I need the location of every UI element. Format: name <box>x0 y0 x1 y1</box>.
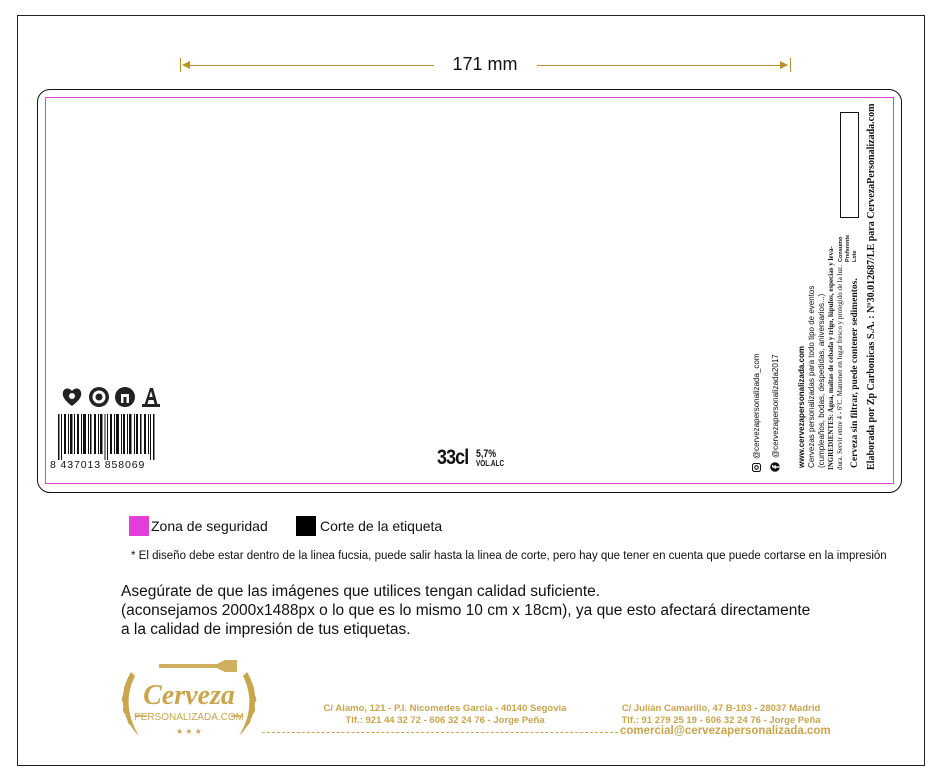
instagram-icon <box>752 463 761 472</box>
advice-line-3: a la calidad de impresión de tus etiquetas. <box>121 621 411 638</box>
cut-line-legend: Corte de la etiqueta <box>320 518 443 534</box>
facebook-handle: @cervezapersonalizada2017 <box>770 354 780 472</box>
segovia-address <box>300 703 590 727</box>
quality-advice <box>121 582 841 639</box>
ingredients-block <box>827 246 845 470</box>
barcode-number: 8 437013 858069 <box>50 459 146 471</box>
segovia-line-2: Tlf.: 921 44 32 72 - 606 32 24 76 - Jorge Peña <box>345 715 545 726</box>
tagline-text: Cervezas personalizadas para todo tipo de eventos <box>807 285 816 468</box>
segovia-line-1: C/ Alamo, 121 - P.I. Nicomedes Garcia - 40140 Segovia <box>323 703 567 714</box>
alcohol-unit: VOL.ALC <box>476 459 505 468</box>
seal-icon <box>88 386 110 408</box>
footer-dotted-line <box>262 732 618 733</box>
producer-text: Elaborada por Zp Carbonicas S.A. : Nº30.012687/LE para CervezaPersonalizada.com <box>866 103 877 470</box>
madrid-line-1: C/ Julián Camarillo, 47 B-103 - 28037 Madrid <box>621 703 821 714</box>
brand-sub-text: PERSONALIZADA.COM <box>133 712 245 723</box>
facebook-icon <box>770 462 780 472</box>
dimension-line-left <box>184 65 434 66</box>
instagram-handle: @cervezapersonalizada_com <box>752 353 761 472</box>
events-text: (cumpleaños, bodas, despedidas, aniversarios...) <box>817 293 826 468</box>
dimension-cap-right <box>790 58 791 72</box>
safety-zone <box>45 97 894 484</box>
website-text: www.cervezapersonalizada.com <box>797 346 806 468</box>
dimension-label: 171 mm <box>452 54 518 74</box>
madrid-line-2: Tlf.: 91 279 25 19 - 606 32 24 76 - Jorge Peña <box>621 715 821 726</box>
alcohol-label <box>476 450 504 468</box>
design-note: * El diseño debe estar dentro de la linea fucsia, puede salir hasta la linea de corte, pero hay que tener en cuenta que puede cortarse en la impresión <box>131 550 887 562</box>
cut-line-swatch <box>296 516 316 536</box>
label-info-block <box>797 286 827 468</box>
dimension-line-right <box>537 65 787 66</box>
advice-line-1: Asegúrate de que las imágenes que utilices tengan calidad suficiente. <box>121 583 601 600</box>
ingredients-line-1: INGREDIENTES: Agua, maltas de cebada y trigo, lúpulos, especias y leva- <box>827 246 835 470</box>
lot-box <box>840 112 859 218</box>
safe-zone-legend: Zona de seguridad <box>151 518 268 534</box>
a-letter-icon <box>140 386 162 408</box>
barcode <box>57 414 155 460</box>
consumo-block: Consumo Preferente Lote <box>838 234 858 262</box>
brand-logo <box>113 652 265 750</box>
alcohol-percent: 5,7% <box>476 448 497 460</box>
contact-email: comercial@cervezapersonalizada.com <box>620 725 831 737</box>
castle-icon <box>114 386 136 408</box>
advice-line-2: (aconsejamos 2000x1488px o lo que es lo mismo 10 cm x 18cm), ya que esto afectará directamente <box>121 602 811 619</box>
dimension-cap-left <box>180 58 181 72</box>
volume-label: 33cl <box>437 446 469 469</box>
ingredients-line-2: dura. Servir entre 4 - 6ºC. Mantener en lugar fresco y protegido de la luz. <box>836 265 844 470</box>
svg-text:★ ★ ★: ★ ★ ★ <box>176 727 202 736</box>
brand-main-text: Cerveza <box>143 680 235 711</box>
safe-zone-swatch <box>129 516 149 536</box>
heart-icon <box>61 386 83 408</box>
madrid-address <box>606 703 836 727</box>
dimension-arrow-right <box>780 61 788 69</box>
unfiltered-text: Cerveza sin filtrar, puede contener sedimentos. <box>850 278 860 468</box>
